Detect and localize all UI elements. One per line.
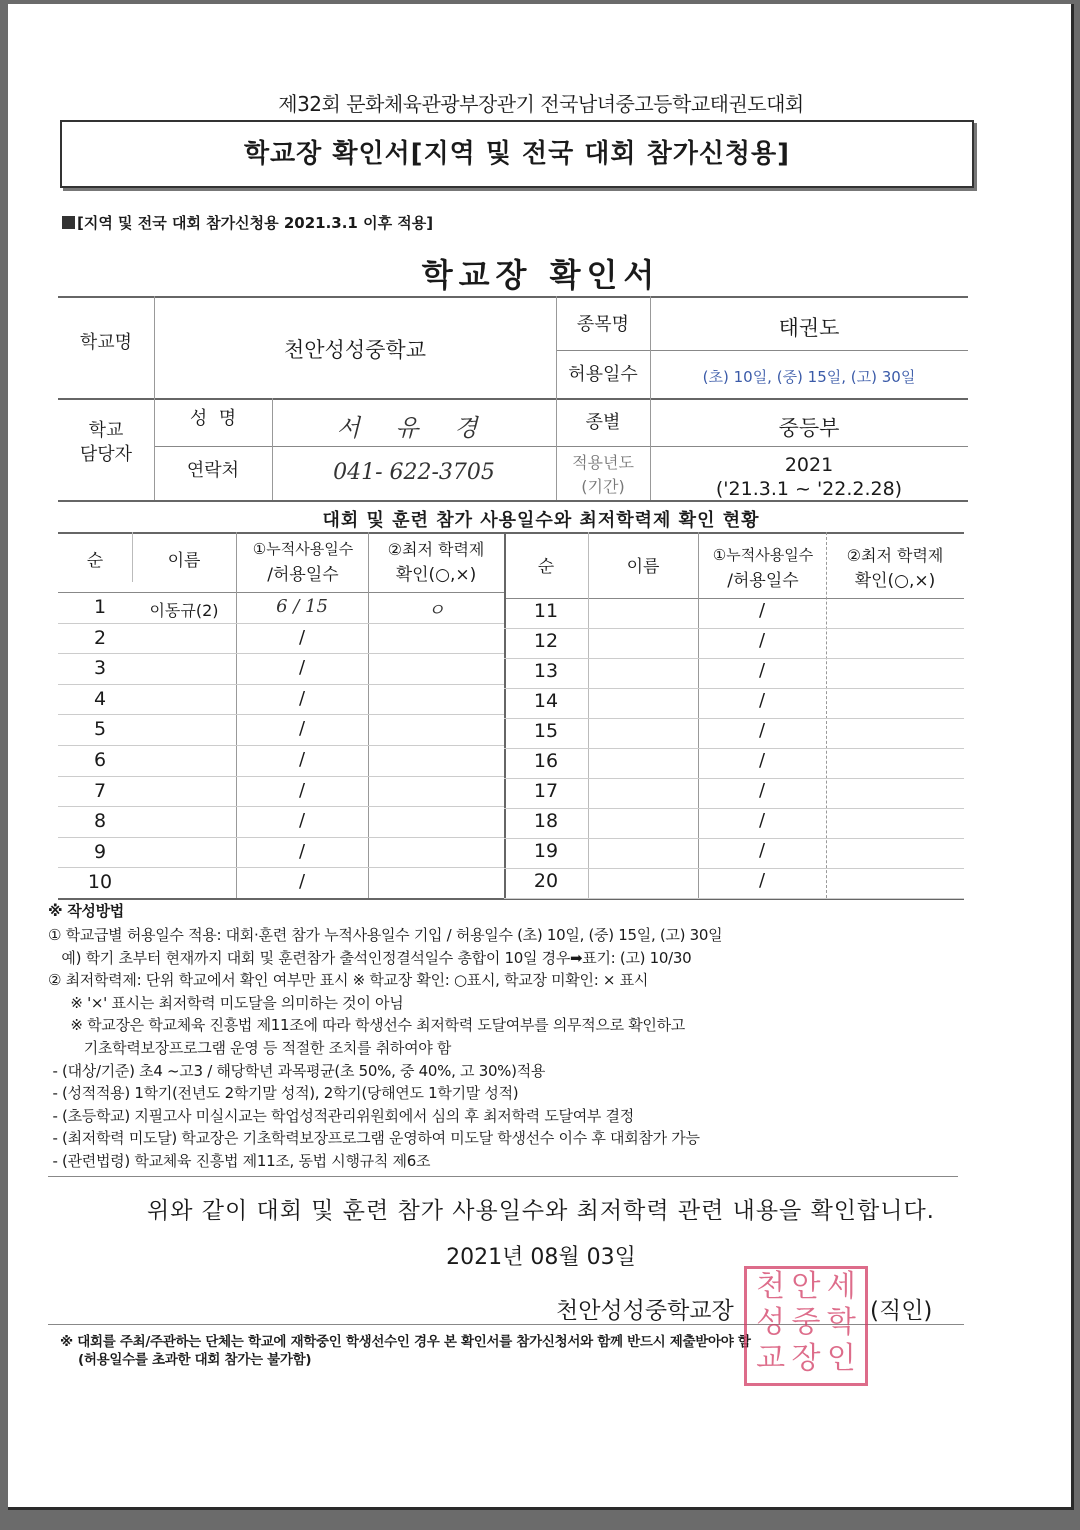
stamp-char: 세 <box>826 1269 856 1304</box>
row-number: 6 <box>93 749 107 771</box>
allowed-days-value: (초) 10일, (중) 15일, (고) 30일 <box>702 368 916 386</box>
instruction-line: 기초학력보장프로그램 운영 등 적절한 조치를 취하여야 함 <box>48 1039 452 1057</box>
col-header-no-right: 순 <box>537 557 555 577</box>
doc-title: 학교장 확인서 <box>421 256 661 294</box>
row-divider <box>504 658 964 659</box>
applicability-note <box>62 212 433 233</box>
row-days: / <box>758 840 766 861</box>
right-header-divider <box>504 598 964 599</box>
vline <box>588 532 589 898</box>
footer-line-2: (허용일수를 초과한 대회 참가는 불가함) <box>78 1352 312 1368</box>
col-header-min-2-right: 확인(○,×) <box>854 571 936 591</box>
contact-label: 연락처 <box>186 460 240 481</box>
stamp-char: 학 <box>826 1305 856 1340</box>
instruction-line: - (최저학력 미도달) 학교장은 기초학력보장프로그램 운영하여 미도달 학생선수 이수 후 대회참가 가능 <box>48 1129 700 1148</box>
stamp-char: 천 <box>756 1269 786 1304</box>
row-days: / <box>758 780 766 801</box>
row-number: 5 <box>93 718 107 741</box>
row-number: 13 <box>533 660 559 682</box>
row-number: 20 <box>533 870 559 892</box>
row-number: 19 <box>533 840 559 862</box>
contact-value: 041- 622-3705 <box>333 460 495 485</box>
allowed-days-label: 허용일수 <box>568 364 638 385</box>
row-divider <box>58 623 504 624</box>
info-divider <box>58 398 968 400</box>
info-divider <box>556 350 968 351</box>
period-label-1: 적용년도 <box>572 453 634 472</box>
info-divider <box>58 500 968 502</box>
instructions-end-rule <box>48 1176 958 1177</box>
name-label: 성 명 <box>189 408 237 429</box>
confirmation-statement: 위와 같이 대회 및 훈련 참가 사용일수와 최저학력 관련 내용을 확인합니다. <box>147 1198 935 1224</box>
row-name: 이동규(2) <box>149 601 219 620</box>
school-label: 학교명 <box>79 332 133 353</box>
seal-label: (직인) <box>870 1298 933 1324</box>
row-days: / <box>758 720 766 741</box>
row-divider <box>504 778 964 779</box>
row-number: 1 <box>93 596 107 618</box>
sport-label: 종목명 <box>576 314 630 335</box>
row-divider <box>504 868 964 869</box>
row-days: 6 / 15 <box>276 596 328 617</box>
instruction-line: ※ 학교장은 학교체육 진흥법 제11조에 따라 학생선수 최저학력 도달여부를 의무적으로 확인하고 <box>48 1016 686 1035</box>
instruction-line: - (초등학교) 지필고사 미실시교는 학업성적관리위원회에서 심의 후 최저학력 도달여부 결정 <box>48 1106 634 1125</box>
instruction-line: 예) 학기 초부터 현재까지 대회 및 훈련참가 출석인정결석일수 총합이 10일 경우➡표기: (고) 10/30 <box>48 948 692 967</box>
row-number: 4 <box>93 687 107 710</box>
square-bullet-icon <box>62 216 75 229</box>
col-header-min-2: 확인(○,×) <box>395 565 477 585</box>
instruction-line: ① 학교급별 허용일수 적용: 대회·훈련 참가 누적사용일수 기입 / 허용일수 (초) 10일, (중) 15일, (고) 30일 <box>48 926 723 944</box>
row-check: ㅇ <box>427 600 445 621</box>
row-divider <box>58 684 504 685</box>
row-number: 7 <box>93 779 107 802</box>
instructions-heading: ※ 작성방법 <box>48 902 124 920</box>
col-header-days-2-right: /허용일수 <box>727 571 799 591</box>
stamp-char: 성 <box>756 1305 786 1340</box>
row-divider <box>58 745 504 746</box>
col-header-min-1: ②최저 학력제 <box>387 540 485 559</box>
staff-label-2: 담당자 <box>79 444 133 465</box>
row-days: / <box>758 870 766 891</box>
row-days: / <box>758 660 766 681</box>
row-days: / <box>758 690 766 711</box>
stamp-char: 교 <box>756 1341 786 1376</box>
row-divider <box>504 718 964 719</box>
row-number: 12 <box>533 630 559 652</box>
division-value: 중등부 <box>778 416 840 440</box>
status-table-title: 대회 및 훈련 참가 사용일수와 최저학력제 확인 현황 <box>322 510 760 531</box>
row-divider <box>504 808 964 809</box>
row-number: 18 <box>533 810 559 832</box>
row-days: / <box>298 718 306 740</box>
footer-line-1: ※ 대회를 주최/주관하는 단체는 학교에 재학중인 학생선수인 경우 본 확인서를 참가신청서와 함께 반드시 제출받아야 함 <box>60 1334 751 1350</box>
event-title: 제32회 문화체육관광부장관기 전국남녀중고등학교태권도대회 <box>278 92 804 116</box>
stamp-char: 중 <box>791 1305 821 1340</box>
instruction-line: - (성적적용) 1학기(전년도 2학기말 성적), 2학기(당해연도 1학기말 성적) <box>48 1084 519 1103</box>
col-header-no: 순 <box>86 551 104 571</box>
stamp-char: 안 <box>791 1269 821 1304</box>
row-days: / <box>298 840 306 862</box>
row-number: 14 <box>533 690 559 712</box>
row-divider <box>504 628 964 629</box>
instruction-line: - (대상/기준) 초4 ~고3 / 해당학년 과목평균(초 50%, 중 40%, 고 30%)적용 <box>48 1061 546 1080</box>
row-divider <box>504 748 964 749</box>
period-label-2: (기간) <box>581 477 625 496</box>
confirmation-date: 2021년 08월 03일 <box>446 1245 636 1270</box>
row-number: 9 <box>93 840 107 863</box>
col-header-name: 이름 <box>167 551 201 571</box>
staff-label-1: 학교 <box>88 420 124 441</box>
signer-name: 천안성성중학교장 <box>556 1298 734 1324</box>
row-number: 17 <box>533 780 559 802</box>
row-days: / <box>758 600 766 621</box>
row-days: / <box>298 810 306 832</box>
year-value: 2021 <box>784 454 834 476</box>
row-number: 11 <box>533 600 559 622</box>
row-divider <box>58 867 504 868</box>
school-value: 천안성성중학교 <box>283 338 426 362</box>
applicability-note-text: [지역 및 전국 대회 참가신청용 2021.3.1 이후 적용] <box>77 214 434 232</box>
info-divider <box>154 446 968 447</box>
row-days: / <box>298 749 306 770</box>
row-days: / <box>298 871 306 893</box>
col-header-days-2: /허용일수 <box>267 565 339 585</box>
col-header-days-1: ①누적사용일수 <box>252 540 354 558</box>
stamp-char: 인 <box>826 1341 856 1376</box>
row-days: / <box>298 687 306 709</box>
row-divider <box>58 776 504 777</box>
row-days: / <box>758 630 766 651</box>
row-days: / <box>298 626 306 648</box>
box-title: 학교장 확인서[지역 및 전국 대회 참가신청용] <box>60 120 974 188</box>
division-label: 종별 <box>585 412 621 433</box>
sport-value: 태권도 <box>778 316 840 340</box>
row-days: / <box>298 779 306 801</box>
stamp-char: 장 <box>791 1341 821 1376</box>
row-number: 10 <box>87 871 113 894</box>
row-divider <box>58 653 504 654</box>
row-divider <box>58 714 504 715</box>
col-header-name-right: 이름 <box>626 557 660 577</box>
row-days: / <box>298 657 306 679</box>
period-value: ('21.3.1 ~ '22.2.28) <box>715 478 903 500</box>
row-divider <box>504 898 964 899</box>
name-value: 서 유 경 <box>336 414 492 442</box>
row-days: / <box>758 750 766 771</box>
row-number: 2 <box>93 626 107 649</box>
info-table-top-border <box>58 296 968 298</box>
instruction-line: - (관련법령) 학교체육 진흥법 제11조, 동법 시행규칙 제6조 <box>48 1152 431 1170</box>
school-seal-stamp <box>744 1266 868 1386</box>
row-number: 16 <box>533 750 559 772</box>
col-header-days-1-right: ①누적사용일수 <box>712 546 814 564</box>
instruction-line: ※ '×' 표시는 최저학력 미도달을 의미하는 것이 아님 <box>48 993 404 1012</box>
row-divider <box>58 837 504 838</box>
row-divider <box>504 838 964 839</box>
row-days: / <box>758 810 766 831</box>
row-number: 15 <box>533 720 559 742</box>
row-divider <box>504 688 964 689</box>
status-table-top-border <box>58 532 964 534</box>
row-divider <box>58 806 504 807</box>
left-header-divider <box>58 592 504 593</box>
document-page <box>8 4 1074 1510</box>
col-header-min-1-right: ②최저 학력제 <box>846 546 944 565</box>
instruction-line: ② 최저학력제: 단위 학교에서 확인 여부만 표시 ※ 학교장 확인: ○표시, 학교장 미확인: × 표시 <box>48 971 649 990</box>
row-number: 3 <box>93 657 107 680</box>
row-number: 8 <box>93 810 107 833</box>
